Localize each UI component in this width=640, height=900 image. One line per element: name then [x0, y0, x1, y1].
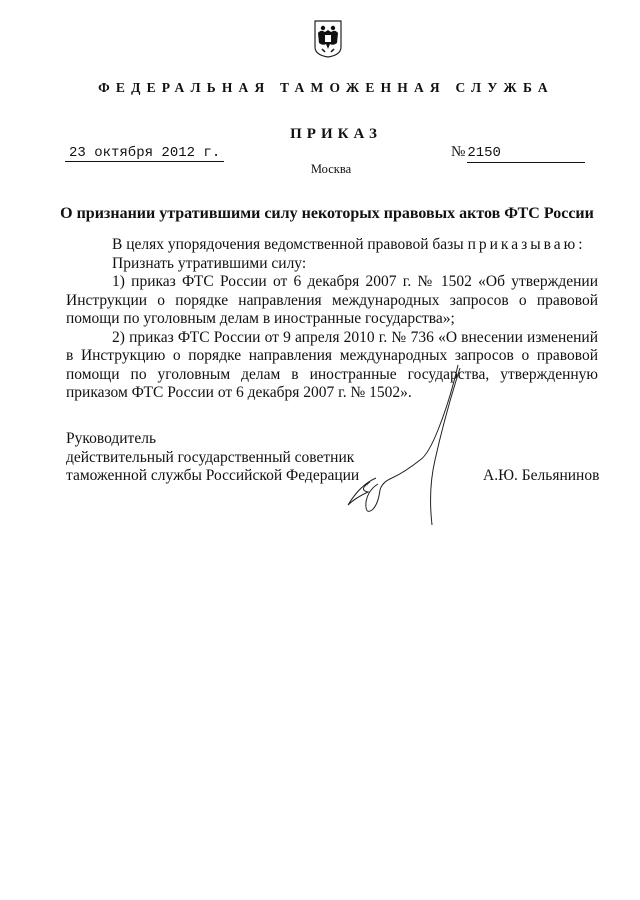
- item-2: 2) приказ ФТС России от 9 апреля 2010 г. № 736 «О внесении изменений в Инструкцию о порядке направления международных запросов о правовой помощи по уголовным делам в иностранные государства, утвержденную приказом ФТС России от 6 декабря 2007 г. № 1502».: [66, 328, 598, 401]
- position-line: таможенной службы Российской Федерации: [66, 467, 360, 484]
- clause: Признать утратившими силу:: [112, 254, 307, 272]
- order-number: 2150: [467, 145, 585, 163]
- preamble-text: В целях упорядочения ведомственной правовой базы: [112, 236, 468, 253]
- preamble-command: приказываю:: [467, 236, 586, 253]
- document-type: ПРИКАЗ: [290, 126, 382, 142]
- item-1: 1) приказ ФТС России от 6 декабря 2007 г. № 1502 «Об утверждении Инструкции о порядке направления международных запросов о правовой помощи по уголовным делам в иностранные государства»;: [66, 273, 598, 327]
- order-number-field: [451, 144, 597, 163]
- number-sign: №: [451, 144, 466, 160]
- city: Москва: [310, 162, 352, 176]
- order-date: 23 октября 2012 г.: [65, 145, 224, 162]
- coat-of-arms-icon: [313, 19, 343, 59]
- position-line: действительный государственный советник: [66, 448, 355, 466]
- agency-name: ФЕДЕРАЛЬНАЯ ТАМОЖЕННАЯ СЛУЖБА: [98, 80, 554, 95]
- signatory-name: А.Ю. Бельянинов: [483, 467, 600, 484]
- document-title: О признании утратившими силу некоторых правовых актов ФТС России: [60, 205, 594, 222]
- position-line: Руководитель: [66, 430, 157, 447]
- handwritten-signature-icon: [310, 360, 480, 530]
- preamble: [66, 236, 598, 255]
